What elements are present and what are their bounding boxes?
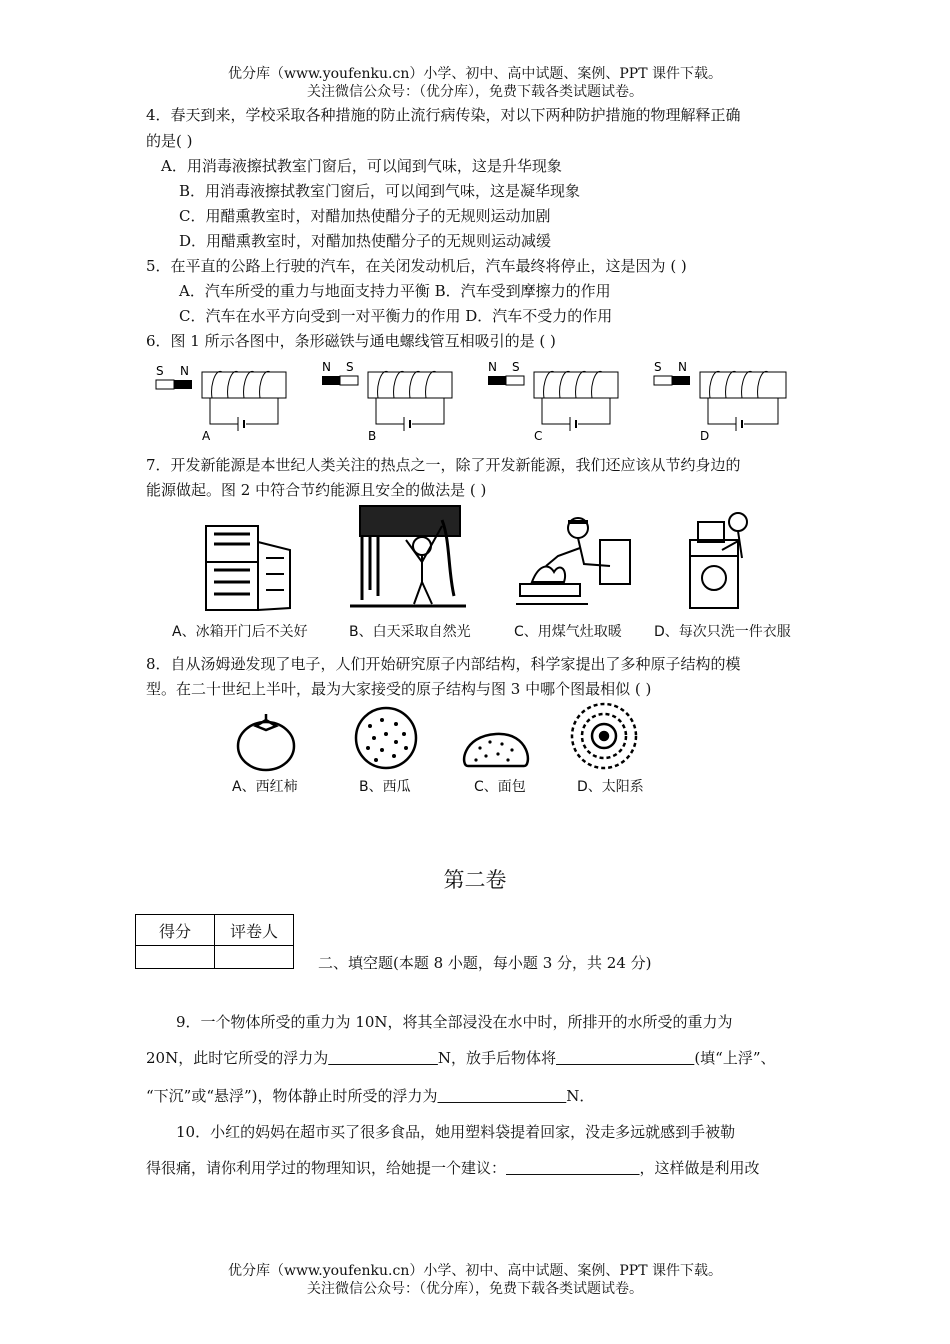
q7-caption-b: B、白天采取自然光 bbox=[349, 624, 471, 640]
page-footer-line2: 关注微信公众号：（优分库），免费下载各类试题试卷。 bbox=[307, 1281, 643, 1297]
q6-fig-c-right-pole: S bbox=[512, 360, 520, 374]
q9-line2-part2: N，放手后物体将 bbox=[437, 1049, 557, 1067]
q10-blank-suggestion[interactable] bbox=[506, 1159, 640, 1177]
q6-fig-c-label: C bbox=[534, 429, 543, 443]
q5-stem: 5．在平直的公路上行驶的汽车，在关闭发动机后，汽车最终将停止，这是因为 ( ) bbox=[146, 257, 687, 275]
q6-fig-c-left-pole: N bbox=[488, 360, 497, 374]
page-header-line1: 优分库（www.youfenku.cn）小学、初中、高中试题、案例、PPT 课件下载。 bbox=[227, 66, 722, 82]
q7-caption-c: C、用煤气灶取暖 bbox=[514, 624, 622, 640]
page-footer-line1: 优分库（www.youfenku.cn）小学、初中、高中试题、案例、PPT 课件下载。 bbox=[227, 1263, 722, 1279]
grader-label: 评卷人 bbox=[215, 915, 294, 946]
q6-fig-d-right-pole: N bbox=[678, 360, 687, 374]
q9-blank-motion[interactable] bbox=[556, 1049, 694, 1067]
q9-line2 bbox=[146, 1048, 776, 1068]
q9-line3-part2: N． bbox=[566, 1087, 595, 1105]
q4-option-b: B．用消毒液擦拭教室门窗后，可以闻到气味，这是凝华现象 bbox=[179, 182, 581, 200]
q6-fig-a bbox=[156, 364, 286, 443]
grader-cell[interactable] bbox=[215, 946, 294, 969]
q6-fig-b-right-pole: S bbox=[346, 360, 354, 374]
q9-line1: 9．一个物体所受的重力为 10N，将其全部浸没在水中时，所排开的水所受的重力为 bbox=[176, 1013, 733, 1031]
gas-stove-heating-icon bbox=[516, 518, 630, 604]
page-header-line2: 关注微信公众号：（优分库），免费下载各类试题试卷。 bbox=[307, 84, 643, 100]
score-cell[interactable] bbox=[136, 946, 215, 969]
q8-caption-c: C、面包 bbox=[474, 779, 526, 795]
bread-model-icon bbox=[464, 734, 528, 766]
q6-fig-d-label: D bbox=[700, 429, 710, 443]
q9-line3 bbox=[146, 1086, 594, 1106]
watermelon-model-icon bbox=[356, 708, 416, 768]
q9-blank-final-buoyancy[interactable] bbox=[438, 1087, 567, 1105]
q6-fig-b-left-pole: N bbox=[322, 360, 331, 374]
q8-caption-b: B、西瓜 bbox=[359, 779, 411, 795]
q6-fig-a-label: A bbox=[202, 429, 211, 443]
q10-line2-part2: ，这样做是利用改 bbox=[639, 1159, 760, 1177]
q7-stem-line2: 能源做起。图 2 中符合节约能源且安全的做法是 ( ) bbox=[146, 481, 487, 499]
q6-fig-c bbox=[488, 360, 618, 443]
q5-options-cd: C．汽车在水平方向受到一对平衡力的作用 D．汽车不受力的作用 bbox=[179, 307, 613, 325]
q8-caption-d: D、太阳系 bbox=[577, 779, 644, 795]
washing-machine-icon bbox=[690, 513, 747, 608]
q4-option-d: D．用醋熏教室时，对醋加热使醋分子的无规则运动减缓 bbox=[179, 232, 552, 250]
section-title: 第二卷 bbox=[443, 868, 507, 892]
q6-fig-a-left-pole: S bbox=[156, 364, 164, 378]
natural-light-window-icon bbox=[350, 506, 466, 606]
q6-stem: 6．图 1 所示各图中，条形磁铁与通电螺线管互相吸引的是 ( ) bbox=[146, 332, 556, 350]
section2-heading: 二、填空题(本题 8 小题，每小题 3 分，共 24 分) bbox=[318, 954, 652, 972]
q7-stem-line1: 7．开发新能源是本世纪人类关注的热点之一，除了开发新能源，我们还应该从节约身边的 bbox=[146, 456, 741, 474]
q9-line2-part3: (填“上浮”、 bbox=[694, 1049, 776, 1067]
q7-figure-2 bbox=[170, 500, 810, 618]
q9-line3-part1: “下沉”或“悬浮”)，物体静止时所受的浮力为 bbox=[146, 1087, 438, 1105]
q8-figure-3 bbox=[230, 702, 650, 776]
q10-line2 bbox=[146, 1158, 760, 1178]
q9-line2-part1: 20N，此时它所受的浮力为 bbox=[146, 1049, 329, 1067]
score-label: 得分 bbox=[136, 915, 215, 946]
q7-caption-a: A、冰箱开门后不关好 bbox=[172, 624, 308, 640]
q10-line2-part1: 得很痛，请你利用学过的物理知识，给她提一个建议： bbox=[146, 1159, 507, 1177]
q7-caption-d: D、每次只洗一件衣服 bbox=[654, 624, 791, 640]
tomato-model-icon bbox=[238, 714, 294, 770]
q8-stem-line1: 8．自从汤姆逊发现了电子，人们开始研究原子内部结构，科学家提出了多种原子结构的模 bbox=[146, 655, 741, 673]
q4-stem-line1: 4．春天到来，学校采取各种措施的防止流行病传染，对以下两种防护措施的物理解释正确 bbox=[146, 106, 741, 124]
q5-options-ab: A．汽车所受的重力与地面支持力平衡 B．汽车受到摩擦力的作用 bbox=[179, 282, 611, 300]
q10-line1: 10．小红的妈妈在超市买了很多食品，她用塑料袋提着回家，没走多远就感到手被勒 bbox=[176, 1123, 736, 1141]
q8-caption-a: A、西红柿 bbox=[232, 779, 298, 795]
q9-blank-buoyancy[interactable] bbox=[328, 1049, 438, 1067]
score-table bbox=[135, 914, 294, 969]
q6-fig-d bbox=[654, 360, 786, 443]
q6-figure-1 bbox=[150, 362, 800, 446]
q6-fig-d-left-pole: S bbox=[654, 360, 662, 374]
fridge-open-door-icon bbox=[206, 526, 290, 610]
solar-system-model-icon bbox=[572, 704, 636, 768]
q8-stem-line2: 型。在二十世纪上半叶，最为大家接受的原子结构与图 3 中哪个图最相似 ( ) bbox=[146, 680, 652, 698]
q4-option-c: C．用醋熏教室时，对醋加热使醋分子的无规则运动加剧 bbox=[179, 207, 551, 225]
q4-option-a: A．用消毒液擦拭教室门窗后，可以闻到气味，这是升华现象 bbox=[161, 157, 562, 175]
q6-fig-b bbox=[322, 360, 452, 443]
q6-fig-b-label: B bbox=[368, 429, 377, 443]
q6-fig-a-right-pole: N bbox=[180, 364, 189, 378]
q4-stem-line2: 的是( ) bbox=[146, 132, 193, 150]
